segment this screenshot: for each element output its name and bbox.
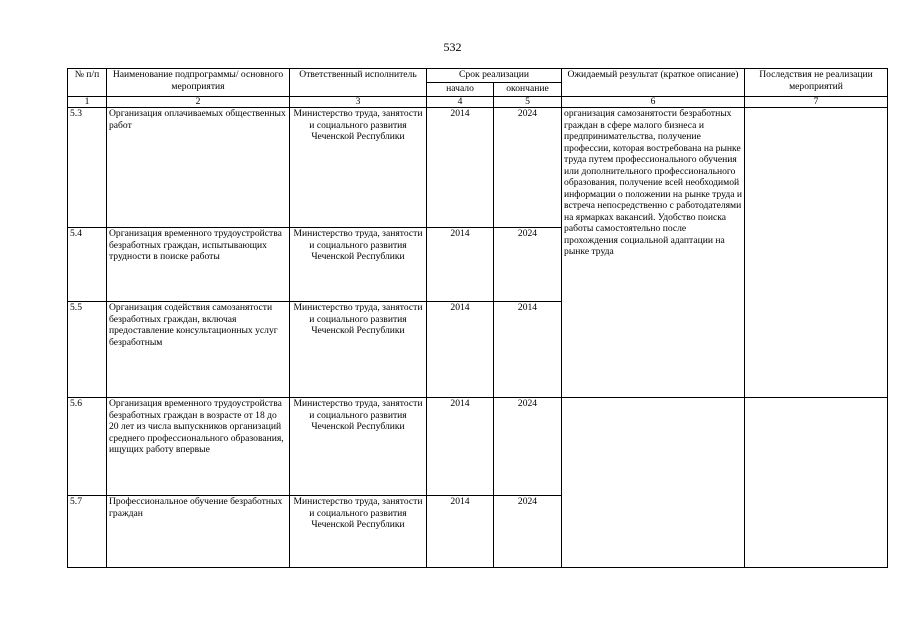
header-period: Срок реализации	[427, 69, 562, 83]
row-name: Профессиональное обучение безработных граждан	[107, 496, 290, 568]
consequences-cell	[745, 108, 888, 398]
column-number: 1	[68, 97, 107, 108]
header-executor: Ответственный исполнитель	[290, 69, 427, 97]
column-number: 7	[745, 97, 888, 108]
expected-result: организация самозанятости безработных граждан в сфере малого бизнеса и предпринимательства, получение профессии, которая востребована на рынке труда путем профессионального обучения или дополнительного профессионального образования, получение всей необходимой информации о положении на рынке труда и встреча непосредственно с работодателями на ярмарках вакансий. Удобство поиска работы самостоятельно после прохождения социальной адаптации на рынке труда	[562, 108, 745, 398]
result-empty-cell	[562, 398, 745, 568]
row-number: 5.4	[68, 228, 107, 302]
program-table	[67, 68, 888, 568]
row-start: 2014	[427, 398, 494, 496]
row-start: 2014	[427, 228, 494, 302]
row-end: 2024	[494, 398, 562, 496]
row-number: 5.7	[68, 496, 107, 568]
row-number: 5.6	[68, 398, 107, 496]
header-consequences: Последствия не реализации мероприятий	[745, 69, 888, 97]
column-number: 5	[494, 97, 562, 108]
row-name: Организация содействия самозанятости безработных граждан, включая предоставление консультационных услуг безработным	[107, 302, 290, 398]
table-row	[68, 398, 888, 496]
row-executor: Министерство труда, занятости и социального развития Чеченской Республики	[290, 496, 427, 568]
row-executor: Министерство труда, занятости и социального развития Чеченской Республики	[290, 108, 427, 228]
row-number: 5.3	[68, 108, 107, 228]
column-number: 2	[107, 97, 290, 108]
row-start: 2014	[427, 302, 494, 398]
row-executor: Министерство труда, занятости и социального развития Чеченской Республики	[290, 398, 427, 496]
column-number: 4	[427, 97, 494, 108]
table-row	[68, 108, 888, 228]
row-executor: Министерство труда, занятости и социального развития Чеченской Республики	[290, 228, 427, 302]
row-end: 2024	[494, 496, 562, 568]
row-name: Организация временного трудоустройства безработных граждан, испытывающих трудности в поиске работы	[107, 228, 290, 302]
row-name: Организация оплачиваемых общественных работ	[107, 108, 290, 228]
column-number: 6	[562, 97, 745, 108]
header-result: Ожидаемый результат (краткое описание)	[562, 69, 745, 97]
page-number: 532	[443, 40, 462, 54]
row-end: 2024	[494, 108, 562, 228]
row-executor: Министерство труда, занятости и социального развития Чеченской Республики	[290, 302, 427, 398]
header-end: окончание	[494, 83, 562, 97]
row-name: Организация временного трудоустройства безработных граждан в возрасте от 18 до 20 лет из числа выпускников организаций среднего профессионального образования, ищущих работу впервые	[107, 398, 290, 496]
column-number: 3	[290, 97, 427, 108]
row-start: 2014	[427, 496, 494, 568]
row-end: 2024	[494, 228, 562, 302]
header-start: начало	[427, 83, 494, 97]
row-end: 2014	[494, 302, 562, 398]
consequences-empty-cell	[745, 398, 888, 568]
row-number: 5.5	[68, 302, 107, 398]
row-start: 2014	[427, 108, 494, 228]
header-name: Наименование подпрограммы/ основного мероприятия	[107, 69, 290, 97]
header-num: № п/п	[68, 69, 107, 97]
